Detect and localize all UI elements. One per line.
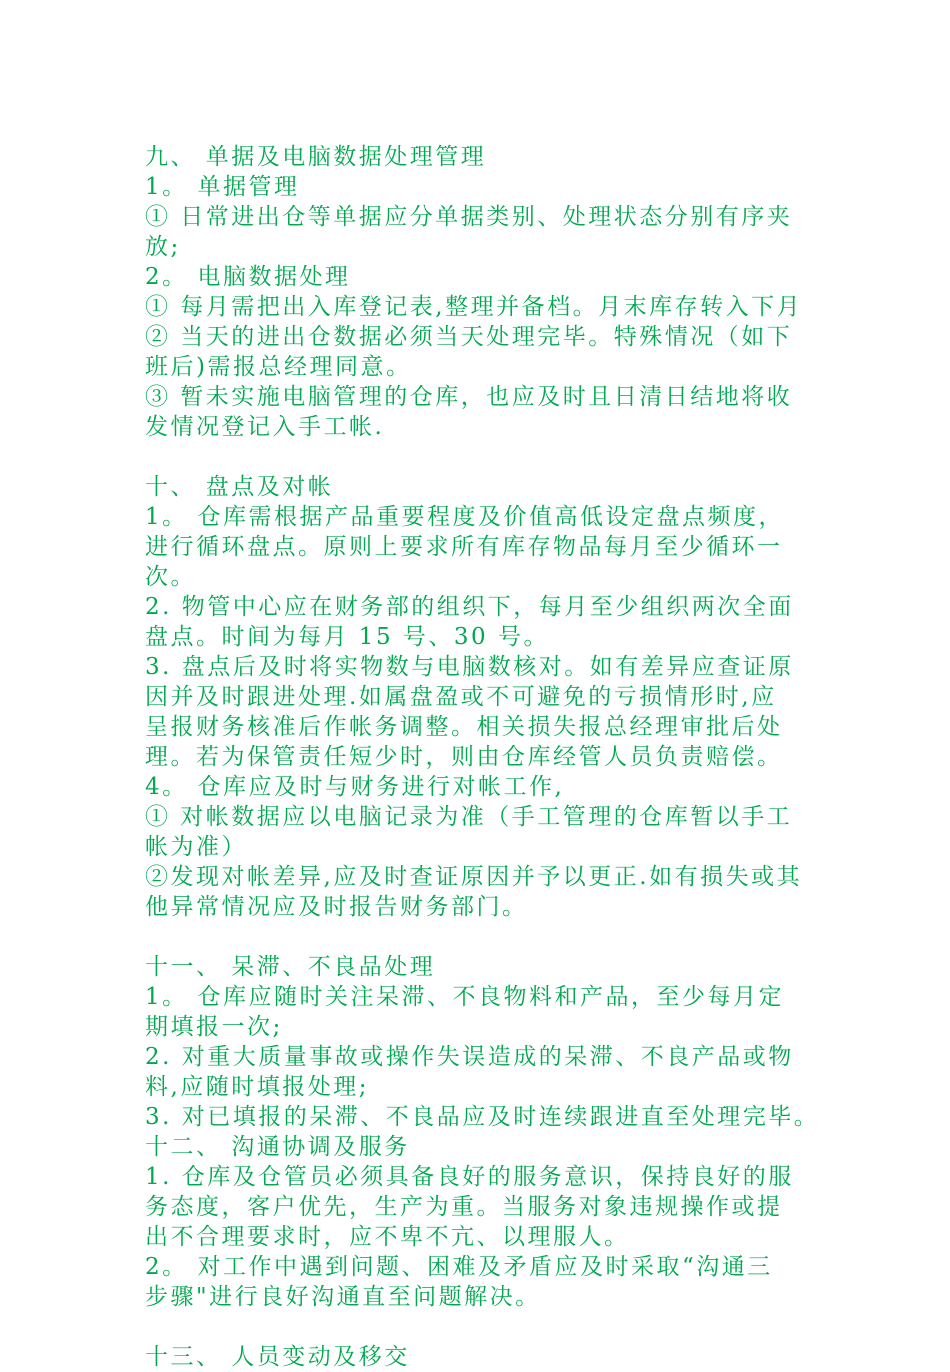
blank-line [145,442,825,472]
paragraph-line: 次。 [145,564,196,590]
section-heading-12: 十二、 沟通协调及服务 [145,1134,410,1160]
paragraph-line: 班后)需报总经理同意。 [145,354,412,380]
paragraph-line: 出不合理要求时，应不卑不亢、以理服人。 [145,1224,630,1250]
paragraph-line: 3. 盘点后及时将实物数与电脑数核对。如有差异应查证原 [145,654,794,680]
paragraph-line: 3. 对已填报的呆滞、不良品应及时连续跟进直至处理完毕。 [145,1104,820,1130]
paragraph-line: 2. 对重大质量事故或操作失误造成的呆滞、不良产品或物 [145,1044,794,1070]
section-heading-9: 九、 单据及电脑数据处理管理 [145,144,487,170]
section-heading-13: 十三、 人员变动及移交 [145,1344,410,1370]
section-heading-11: 十一、 呆滞、不良品处理 [145,954,436,980]
subsection-heading: 2。 电脑数据处理 [145,264,351,290]
paragraph-line: 帐为准） [145,834,247,860]
paragraph-line: ③ 暂未实施电脑管理的仓库，也应及时且日清日结地将收 [145,384,793,410]
paragraph-line: 料,应随时填报处理; [145,1074,370,1100]
document-body [145,142,825,1372]
section-heading-10: 十、 盘点及对帐 [145,474,334,500]
paragraph-line: ② 当天的进出仓数据必须当天处理完毕。特殊情况（如下 [145,324,793,350]
blank-line [145,1312,825,1342]
paragraph-line: 2。 对工作中遇到问题、困难及矛盾应及时采取“沟通三 [145,1254,773,1280]
paragraph-line: ②发现对帐差异,应及时查证原因并予以更正.如有损失或其 [145,864,803,890]
subsection-heading: 1。 单据管理 [145,174,300,200]
paragraph-line: 期填报一次; [145,1014,283,1040]
paragraph-line: 因并及时跟进处理.如属盘盈或不可避免的亏损情形时,应 [145,684,777,710]
paragraph-line: ① 对帐数据应以电脑记录为准（手工管理的仓库暂以手工 [145,804,793,830]
paragraph-line: ① 每月需把出入库登记表,整理并备档。月末库存转入下月 [145,294,803,320]
paragraph-line: 呈报财务核准后作帐务调整。相关损失报总经理审批后处 [145,714,783,740]
paragraph-line: 理。若为保管责任短少时，则由仓库经管人员负责赔偿。 [145,744,783,770]
paragraph-line: 1。 仓库应随时关注呆滞、不良物料和产品，至少每月定 [145,984,784,1010]
paragraph-line: 放; [145,234,181,260]
paragraph-line: 进行循环盘点。原则上要求所有库存物品每月至少循环一 [145,534,783,560]
paragraph-line: 1. 仓库及仓管员必须具备良好的服务意识，保持良好的服 [145,1164,794,1190]
paragraph-line: 盘点。时间为每月 15 号、30 号。 [145,624,549,650]
paragraph-line: ① 日常进出仓等单据应分单据类别、处理状态分别有序夹 [145,204,793,230]
paragraph-line: 务态度，客户优先，生产为重。当服务对象违规操作或提 [145,1194,783,1220]
paragraph-line: 步骤"进行良好沟通直至问题解决。 [145,1284,541,1310]
paragraph-line: 发情况登记入手工帐. [145,414,385,440]
paragraph-line: 4。 仓库应及时与财务进行对帐工作, [145,774,565,800]
paragraph-line: 他异常情况应及时报告财务部门。 [145,894,528,920]
blank-line [145,922,825,952]
paragraph-line: 2. 物管中心应在财务部的组织下，每月至少组织两次全面 [145,594,794,620]
paragraph-line: 1。 仓库需根据产品重要程度及价值高低设定盘点频度， [145,504,784,530]
